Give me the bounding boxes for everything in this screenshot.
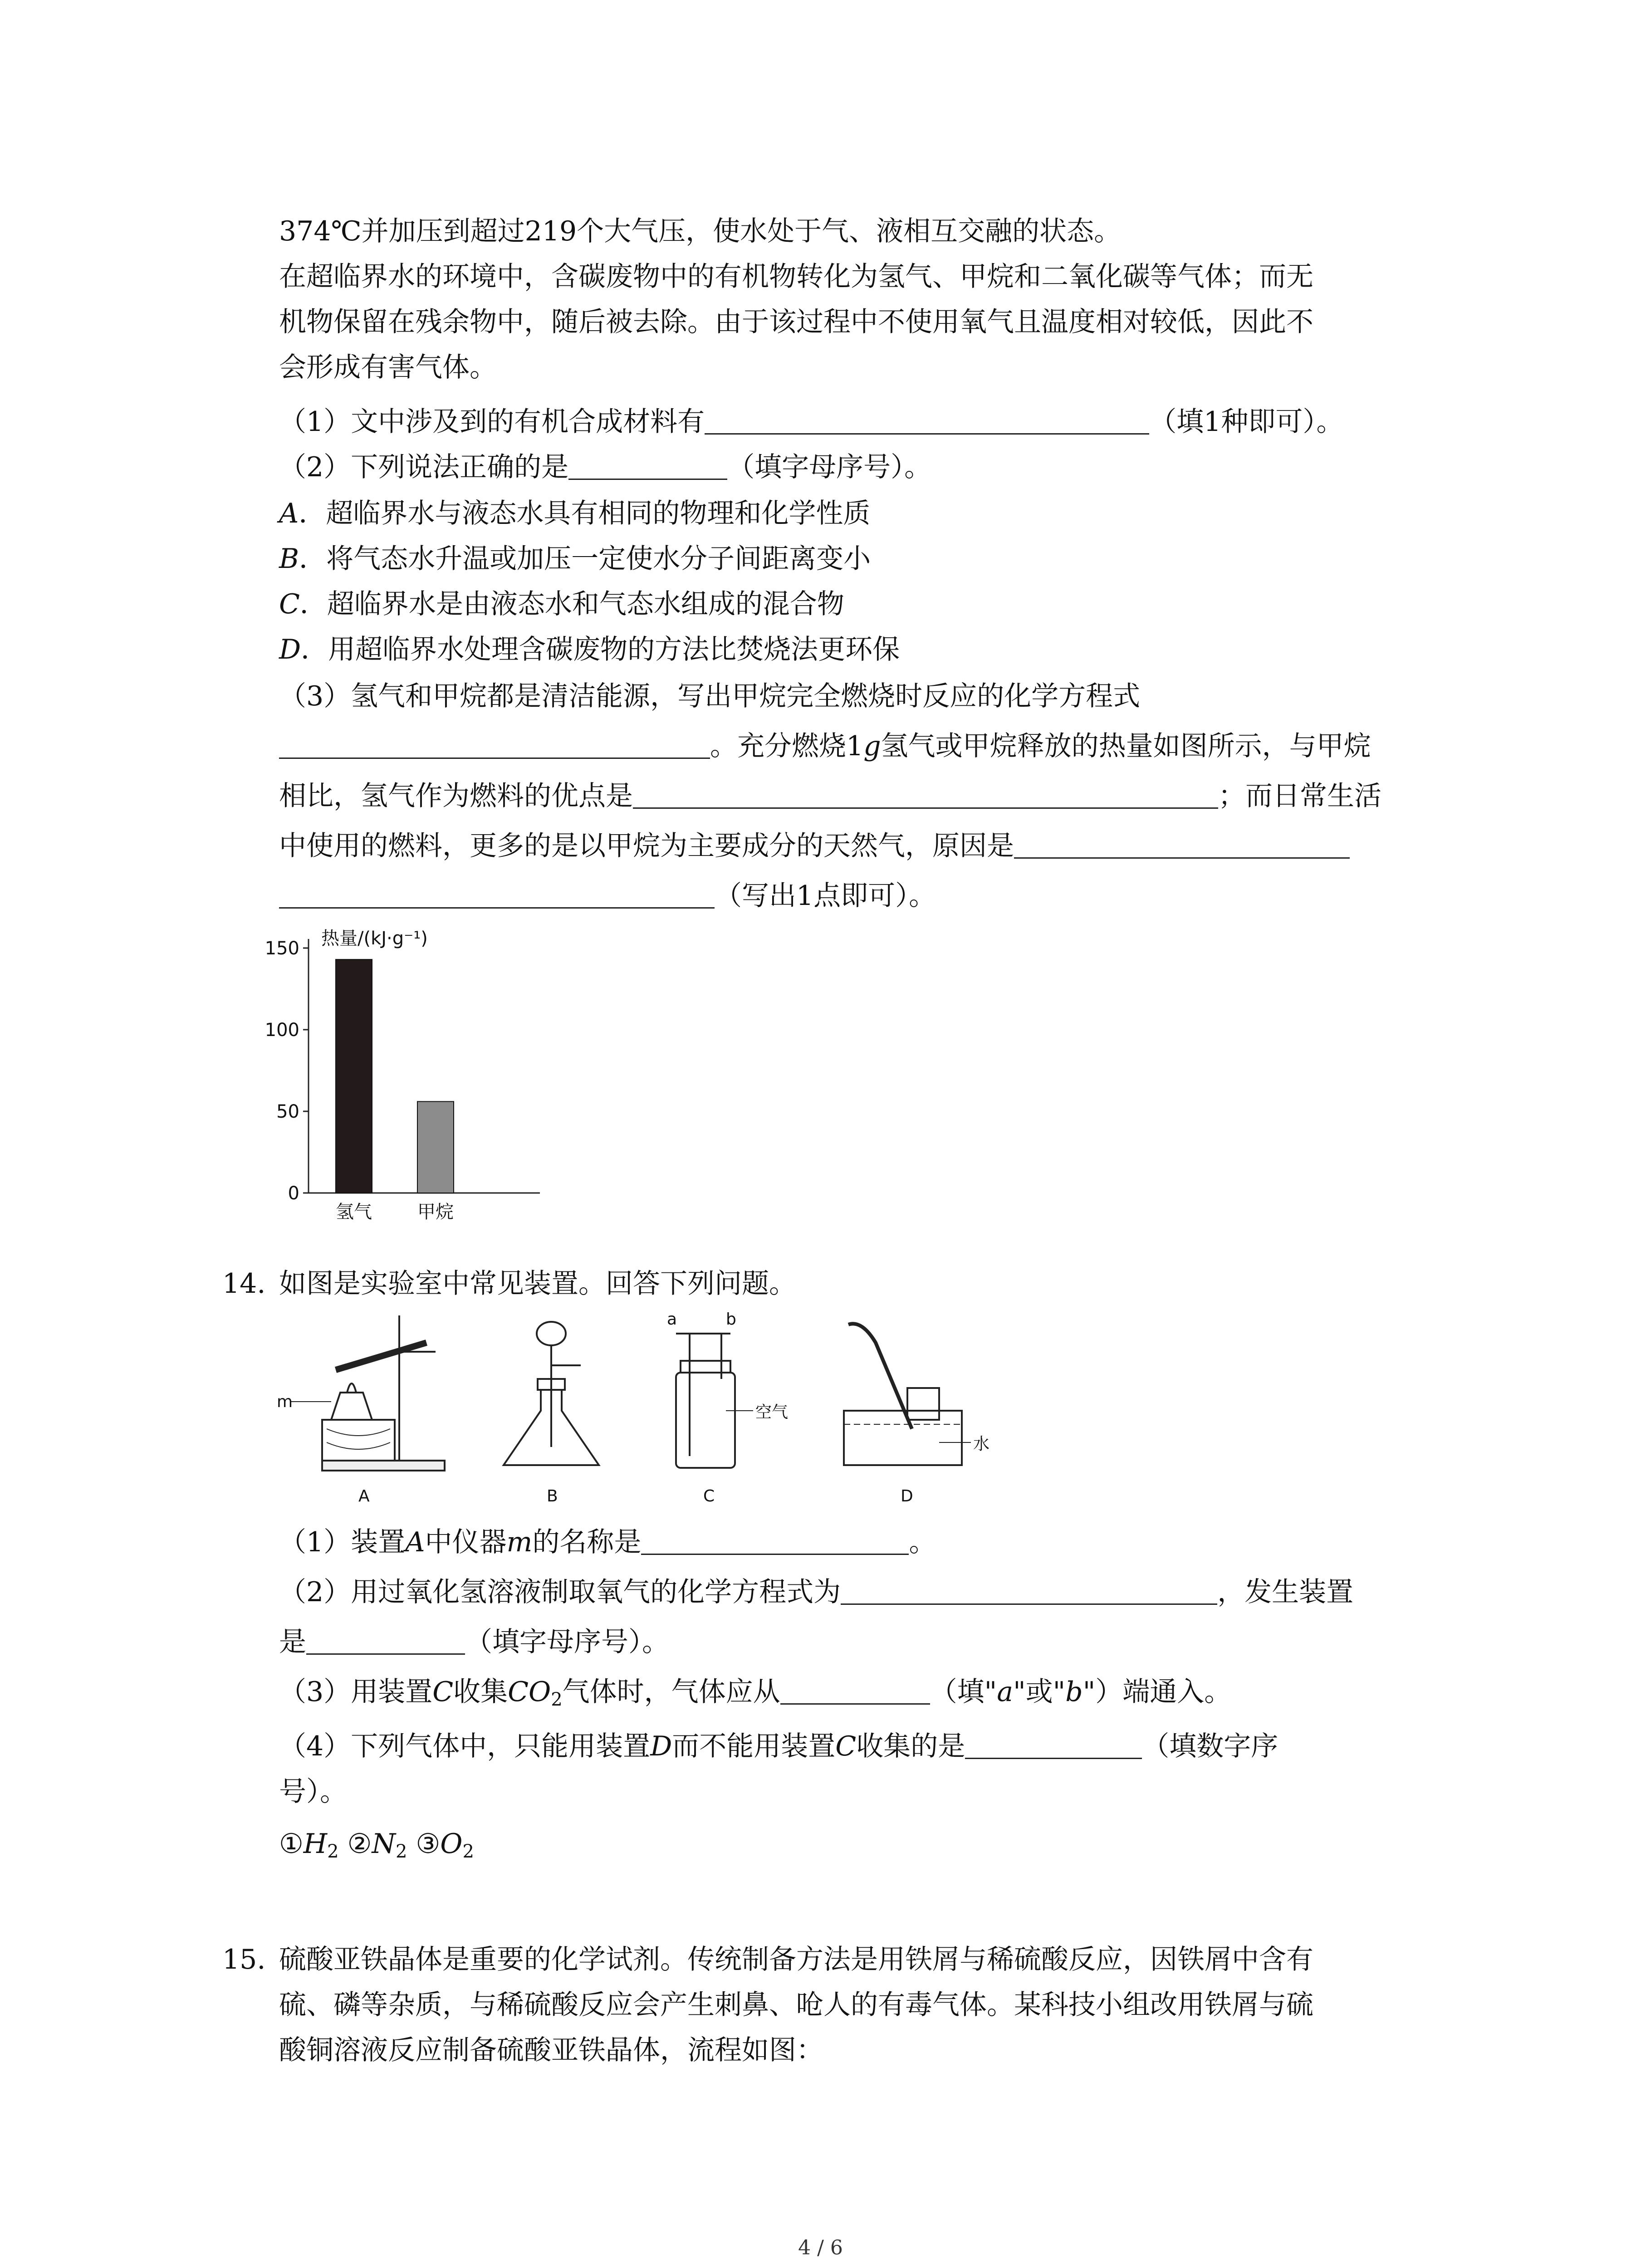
option-letter: B — [279, 543, 299, 575]
q15-line: 酸铜溶液反应制备硫酸亚铁晶体，流程如图： — [279, 2034, 823, 2066]
q13-part3-line3 — [279, 778, 1381, 814]
text: ，发生装置 — [1217, 1576, 1354, 1608]
text: D — [650, 1730, 672, 1762]
q14-part1 — [279, 1524, 936, 1560]
text: （填数字序 — [1142, 1730, 1279, 1762]
answer-blank-gas-choice[interactable] — [965, 1730, 1142, 1759]
text: 2 — [551, 1689, 563, 1710]
text: 的名称是 — [532, 1526, 642, 1558]
page-number: 4 / 6 — [798, 2236, 843, 2259]
option-d — [279, 631, 900, 668]
alcohol-lamp — [331, 1393, 372, 1420]
lamp-block — [322, 1420, 395, 1461]
passage-line: 在超临界水的环境中，含碳废物中的有机物转化为氢气、甲烷和二氧化碳等气体；而无 — [279, 261, 1313, 293]
answer-blank-generator-device[interactable] — [306, 1626, 465, 1655]
q14-part2-cont — [279, 1624, 669, 1660]
text: 收集的是 — [856, 1730, 965, 1762]
q14-part4-cont: 号）。 — [279, 1776, 347, 1808]
water-trough — [844, 1411, 962, 1465]
text: A — [405, 1526, 425, 1558]
apparatus-b — [504, 1322, 599, 1465]
q13-part1-text: （1）文中涉及到的有机合成材料有 — [279, 406, 705, 438]
text: （写出1点即可）。 — [715, 880, 936, 912]
text: ；而日常生活 — [1218, 780, 1381, 812]
answer-blank-inlet-port[interactable] — [780, 1676, 930, 1705]
heat-bar-chart — [254, 916, 554, 1225]
q13-part2-text: （2）下列说法正确的是 — [279, 451, 569, 483]
text: （填字母序号）。 — [465, 1626, 669, 1658]
option-letter: A — [279, 498, 299, 529]
chart-ylabel: 热量/(kJ·g⁻¹) — [321, 928, 428, 949]
text: 中仪器 — [425, 1526, 507, 1558]
q15-number: 15. — [222, 1944, 266, 1975]
gas-options — [279, 1826, 474, 1870]
text: 收集 — [453, 1676, 508, 1708]
q13-part2-hint: （填字母序号）。 — [727, 451, 932, 483]
gas-option: $②N_2$ — [347, 1828, 407, 1862]
option-text: ．用超临界水处理含碳废物的方法比焚烧法更环保 — [301, 634, 900, 665]
q14-part4 — [279, 1728, 1278, 1765]
passage-line: 机物保留在残余物中，随后被去除。由于该过程中不使用氧气且温度相对较低，因此不 — [279, 306, 1313, 338]
answer-blank-h2o2-equation[interactable] — [841, 1576, 1217, 1605]
y-tick-label: 50 — [276, 1101, 299, 1122]
option-letter: C — [279, 588, 300, 620]
q13-part3-line4 — [279, 828, 1350, 864]
label-d: D — [901, 1487, 913, 1505]
stand-base — [322, 1461, 445, 1471]
label-m: m — [277, 1393, 293, 1411]
answer-blank-natural-gas-reason[interactable] — [1014, 830, 1350, 859]
apparatus-a — [290, 1315, 445, 1471]
apparatus-c — [676, 1334, 753, 1468]
text: 而不能用装置 — [672, 1730, 836, 1762]
text: 相比，氢气作为燃料的优点是 — [279, 780, 633, 812]
text: C — [432, 1676, 454, 1708]
option-letter: D — [279, 634, 301, 665]
q15-line: 硫、磷等杂质，与稀硫酸反应会产生刺鼻、呛人的有毒气体。某科技小组改用铁屑与硫 — [279, 1989, 1313, 2021]
gas-bottle — [676, 1373, 735, 1468]
passage-line: 会形成有害气体。 — [279, 352, 497, 383]
label-air: 空气 — [755, 1403, 789, 1422]
q14-stem: 如图是实验室中常见装置。回答下列问题。 — [279, 1268, 796, 1300]
text: 。充分燃烧1 — [710, 730, 864, 762]
q13-part2 — [279, 449, 931, 485]
label-port-b: b — [726, 1310, 736, 1329]
q14-part3 — [279, 1674, 1231, 1718]
text: （3）用装置 — [279, 1676, 433, 1708]
test-tube — [336, 1343, 426, 1370]
bar-hydrogen — [336, 959, 372, 1193]
delivery-tube — [848, 1324, 912, 1429]
text: （填" — [930, 1676, 997, 1708]
option-b — [279, 541, 871, 577]
answer-blank-organic-material[interactable] — [705, 406, 1149, 435]
flame — [347, 1383, 356, 1393]
label-water: 水 — [973, 1435, 990, 1453]
bar-methane — [417, 1101, 454, 1193]
text: 中使用的燃料，更多的是以甲烷为主要成分的天然气，原因是 — [279, 830, 1014, 862]
label-a: A — [358, 1487, 370, 1505]
text: a — [997, 1676, 1014, 1708]
text: （4）下列气体中，只能用装置 — [279, 1730, 651, 1762]
option-a — [279, 495, 870, 532]
option-text: ．超临界水与液态水具有相同的物理和化学性质 — [299, 498, 871, 529]
option-text: ．超临界水是由液态水和气态水组成的混合物 — [299, 588, 844, 620]
gas-option: $③O_2$ — [416, 1828, 474, 1862]
answer-blank-methane-equation[interactable] — [279, 730, 710, 759]
option-c — [279, 586, 844, 622]
apparatus-d — [844, 1324, 971, 1465]
passage-line: 374℃并加压到超过219个大气压，使水处于气、液相互交融的状态。 — [279, 215, 1122, 247]
q14-part2 — [279, 1574, 1353, 1610]
q15-line: 硫酸亚铁晶体是重要的化学试剂。传统制备方法是用铁屑与稀硫酸反应，因铁屑中含有 — [279, 1944, 1313, 1975]
collecting-bottle — [907, 1388, 939, 1420]
text: 气体时，气体应从 — [562, 1676, 780, 1708]
x-category-label: 氢气 — [336, 1202, 372, 1222]
answer-blank-correct-option[interactable] — [568, 451, 727, 480]
answer-blank-instrument-name[interactable] — [641, 1526, 909, 1555]
q13-part3-line5 — [279, 878, 936, 914]
stopper-c — [681, 1361, 730, 1373]
y-tick-label: 150 — [265, 938, 299, 959]
text: 氢气或甲烷释放的热量如图所示，与甲烷 — [881, 730, 1371, 762]
q13-part3-line2 — [279, 728, 1371, 764]
q13-part3-line1: （3）氢气和甲烷都是清洁能源，写出甲烷完全燃烧时反应的化学方程式 — [279, 680, 1141, 712]
text: "或" — [1013, 1676, 1066, 1708]
option-text: ．将气态水升温或加压一定使水分子间距离变小 — [299, 543, 871, 575]
text: 。 — [909, 1526, 936, 1558]
q13-part1 — [279, 404, 1343, 440]
funnel-bulb — [537, 1322, 566, 1345]
y-tick-label: 100 — [265, 1020, 299, 1041]
q13-part1-hint: （填1种即可）。 — [1149, 406, 1344, 438]
text: g — [863, 730, 881, 762]
label-c: C — [703, 1487, 715, 1505]
text: b — [1065, 1676, 1083, 1708]
x-category-label: 甲烷 — [417, 1202, 454, 1222]
answer-blank-natural-gas-reason-cont[interactable] — [279, 880, 715, 909]
text: CO — [508, 1676, 551, 1708]
text: 是 — [279, 1626, 306, 1658]
q14-number: 14. — [222, 1268, 266, 1300]
label-port-a: a — [667, 1310, 677, 1329]
gas-option: $①H_2$ — [279, 1828, 339, 1862]
text: （1）装置 — [279, 1526, 406, 1558]
apparatus-figure — [272, 1306, 1071, 1515]
text: "）端通入。 — [1083, 1676, 1232, 1708]
text: m — [506, 1526, 533, 1558]
text: （2）用过氧化氢溶液制取氧气的化学方程式为 — [279, 1576, 841, 1608]
y-tick-label: 0 — [288, 1183, 299, 1204]
label-b: B — [547, 1487, 558, 1505]
answer-blank-hydrogen-advantage[interactable] — [633, 780, 1218, 809]
text: C — [835, 1730, 857, 1762]
